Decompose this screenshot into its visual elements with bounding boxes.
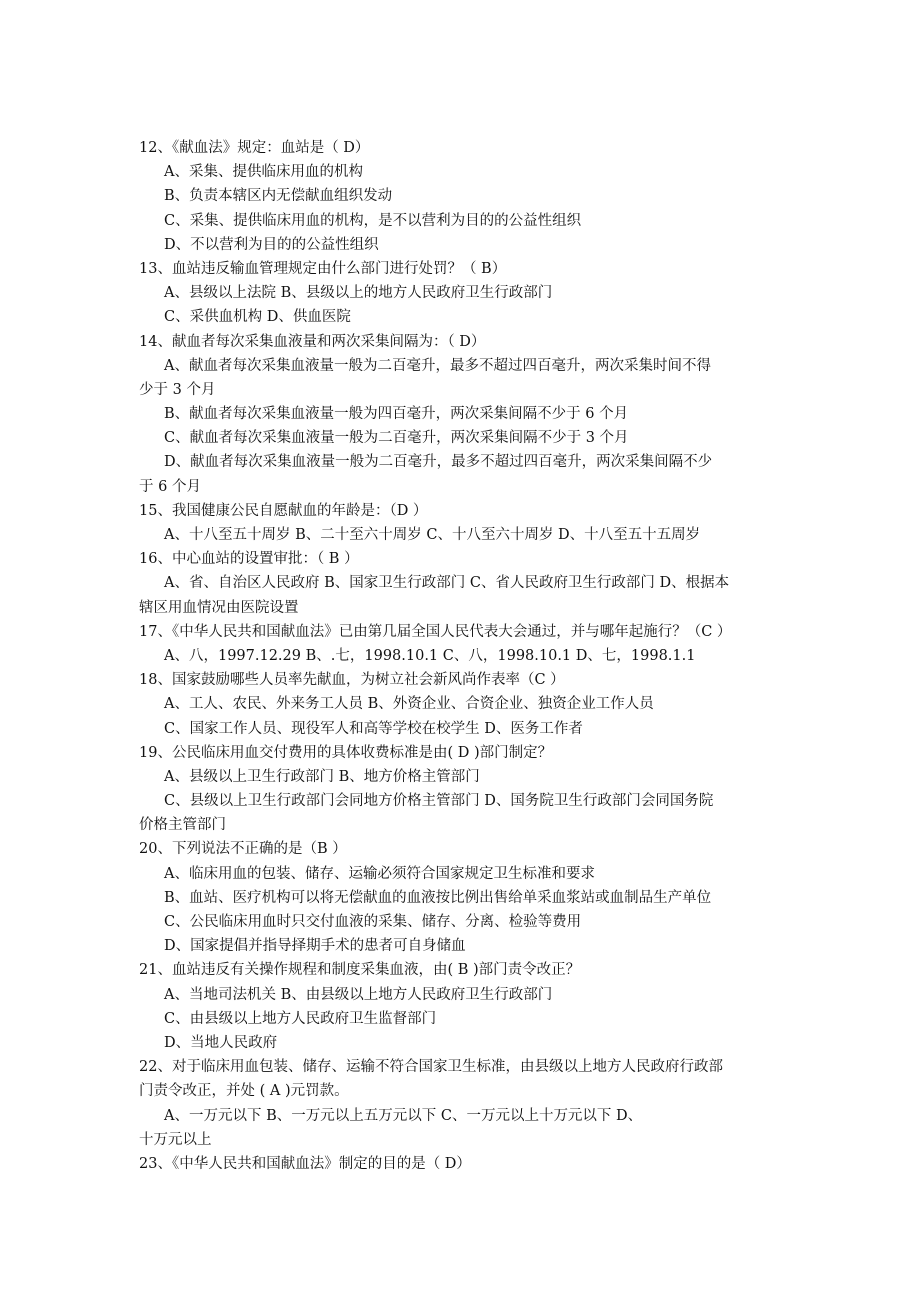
option-line: D、不以营利为目的的公益性组织 <box>164 236 379 253</box>
option-line: D、当地人民政府 <box>164 1034 278 1051</box>
option-line: A、采集、提供临床用血的机构 <box>164 164 363 181</box>
option-line: A、工人、农民、外来务工人员 B、外资企业、合资企业、独资企业工作人员 <box>164 696 654 713</box>
option-line: C、县级以上卫生行政部门会同地方价格主管部门 D、国务院卫生行政部门会同国务院 <box>164 793 714 810</box>
question-line: 12、《献血法》规定：血站是（ D） <box>139 140 370 156</box>
option-line: A、十八至五十周岁 B、二十至六十周岁 C、十八至六十周岁 D、十八至五十五周岁 <box>164 527 701 543</box>
option-line: A、献血者每次采集血液量一般为二百毫升，最多不超过四百毫升，两次采集时间不得 <box>164 357 711 374</box>
option-line: D、献血者每次采集血液量一般为二百毫升，最多不超过四百毫升，两次采集间隔不少 <box>164 454 713 471</box>
option-line: A、当地司法机关 B、由县级以上地方人民政府卫生行政部门 <box>164 986 553 1003</box>
option-line: C、献血者每次采集血液量一般为二百毫升，两次采集间隔不少于 3 个月 <box>164 430 629 447</box>
question-line: 18、国家鼓励哪些人员率先献血，为树立社会新风尚作表率（C ） <box>139 672 565 689</box>
question-line: 23、《中华人民共和国献血法》制定的目的是（ D） <box>139 1155 471 1172</box>
option-line: C、国家工作人员、现役军人和高等学校在校学生 D、医务工作者 <box>164 720 583 737</box>
question-line: 13、血站违反输血管理规定由什么部门进行处罚？（ B） <box>139 260 507 277</box>
question-line: 16、中心血站的设置审批：（ B ） <box>139 551 359 568</box>
option-line: D、国家提倡并指导择期手术的患者可自身储血 <box>164 938 466 955</box>
continuation-line: 十万元以上 <box>139 1131 212 1148</box>
question-line: 20、下列说法不正确的是（B ） <box>139 841 347 858</box>
option-line: B、血站、医疗机构可以将无偿献血的血液按比例出售给单采血浆站或血制品生产单位 <box>164 889 712 906</box>
question-line: 15、我国健康公民自愿献血的年龄是：（D ） <box>139 502 428 519</box>
option-line: A、省、自治区人民政府 B、国家卫生行政部门 C、省人民政府卫生行政部门 D、根据本 <box>164 575 730 592</box>
option-line: C、由县级以上地方人民政府卫生监督部门 <box>164 1010 437 1027</box>
question-list <box>139 136 789 1176</box>
option-line: A、县级以上法院 B、县级以上的地方人民政府卫生行政部门 <box>164 285 553 302</box>
option-line: B、献血者每次采集血液量一般为四百毫升，两次采集间隔不少于 6 个月 <box>164 406 629 423</box>
option-line: C、公民临床用血时只交付血液的采集、储存、分离、检验等费用 <box>164 914 582 930</box>
continuation-line: 于 6 个月 <box>139 478 201 495</box>
option-line: C、采供血机构 D、供血医院 <box>164 309 351 326</box>
option-line: A、一万元以下 B、一万元以上五万元以下 C、一万元以上十万元以下 D、 <box>164 1107 643 1124</box>
option-line: A、八，1997.12.29 B、.七，1998.10.1 C、八，1998.10.1 D、七，1998.1.1 <box>164 647 696 664</box>
option-line: A、县级以上卫生行政部门 B、地方价格主管部门 <box>164 768 480 785</box>
continuation-line: 辖区用血情况由医院设置 <box>139 599 299 616</box>
question-line: 14、献血者每次采集血液量和两次采集间隔为：（ D） <box>139 333 486 350</box>
question-line: 21、血站违反有关操作规程和制度采集血液，由( B )部门责令改正？ <box>139 962 581 979</box>
option-line: B、负责本辖区内无偿献血组织发动 <box>164 188 393 205</box>
continuation-line: 价格主管部门 <box>139 817 226 834</box>
option-line: C、采集、提供临床用血的机构，是不以营利为目的的公益性组织 <box>164 212 582 229</box>
option-line: A、临床用血的包装、储存、运输必须符合国家规定卫生标准和要求 <box>164 865 595 882</box>
question-line: 17、《中华人民共和国献血法》已由第几届全国人民代表大会通过，并与哪年起施行？（C ） <box>139 623 732 640</box>
question-line: 19、公民临床用血交付费用的具体收费标准是由( D )部门制定？ <box>139 744 553 761</box>
question-line: 22、对于临床用血包装、储存、运输不符合国家卫生标准，由县级以上地方人民政府行政部 <box>139 1059 723 1076</box>
continuation-line: 门责令改正，并处 ( A )元罚款。 <box>139 1083 349 1100</box>
continuation-line: 少于 3 个月 <box>139 381 216 398</box>
